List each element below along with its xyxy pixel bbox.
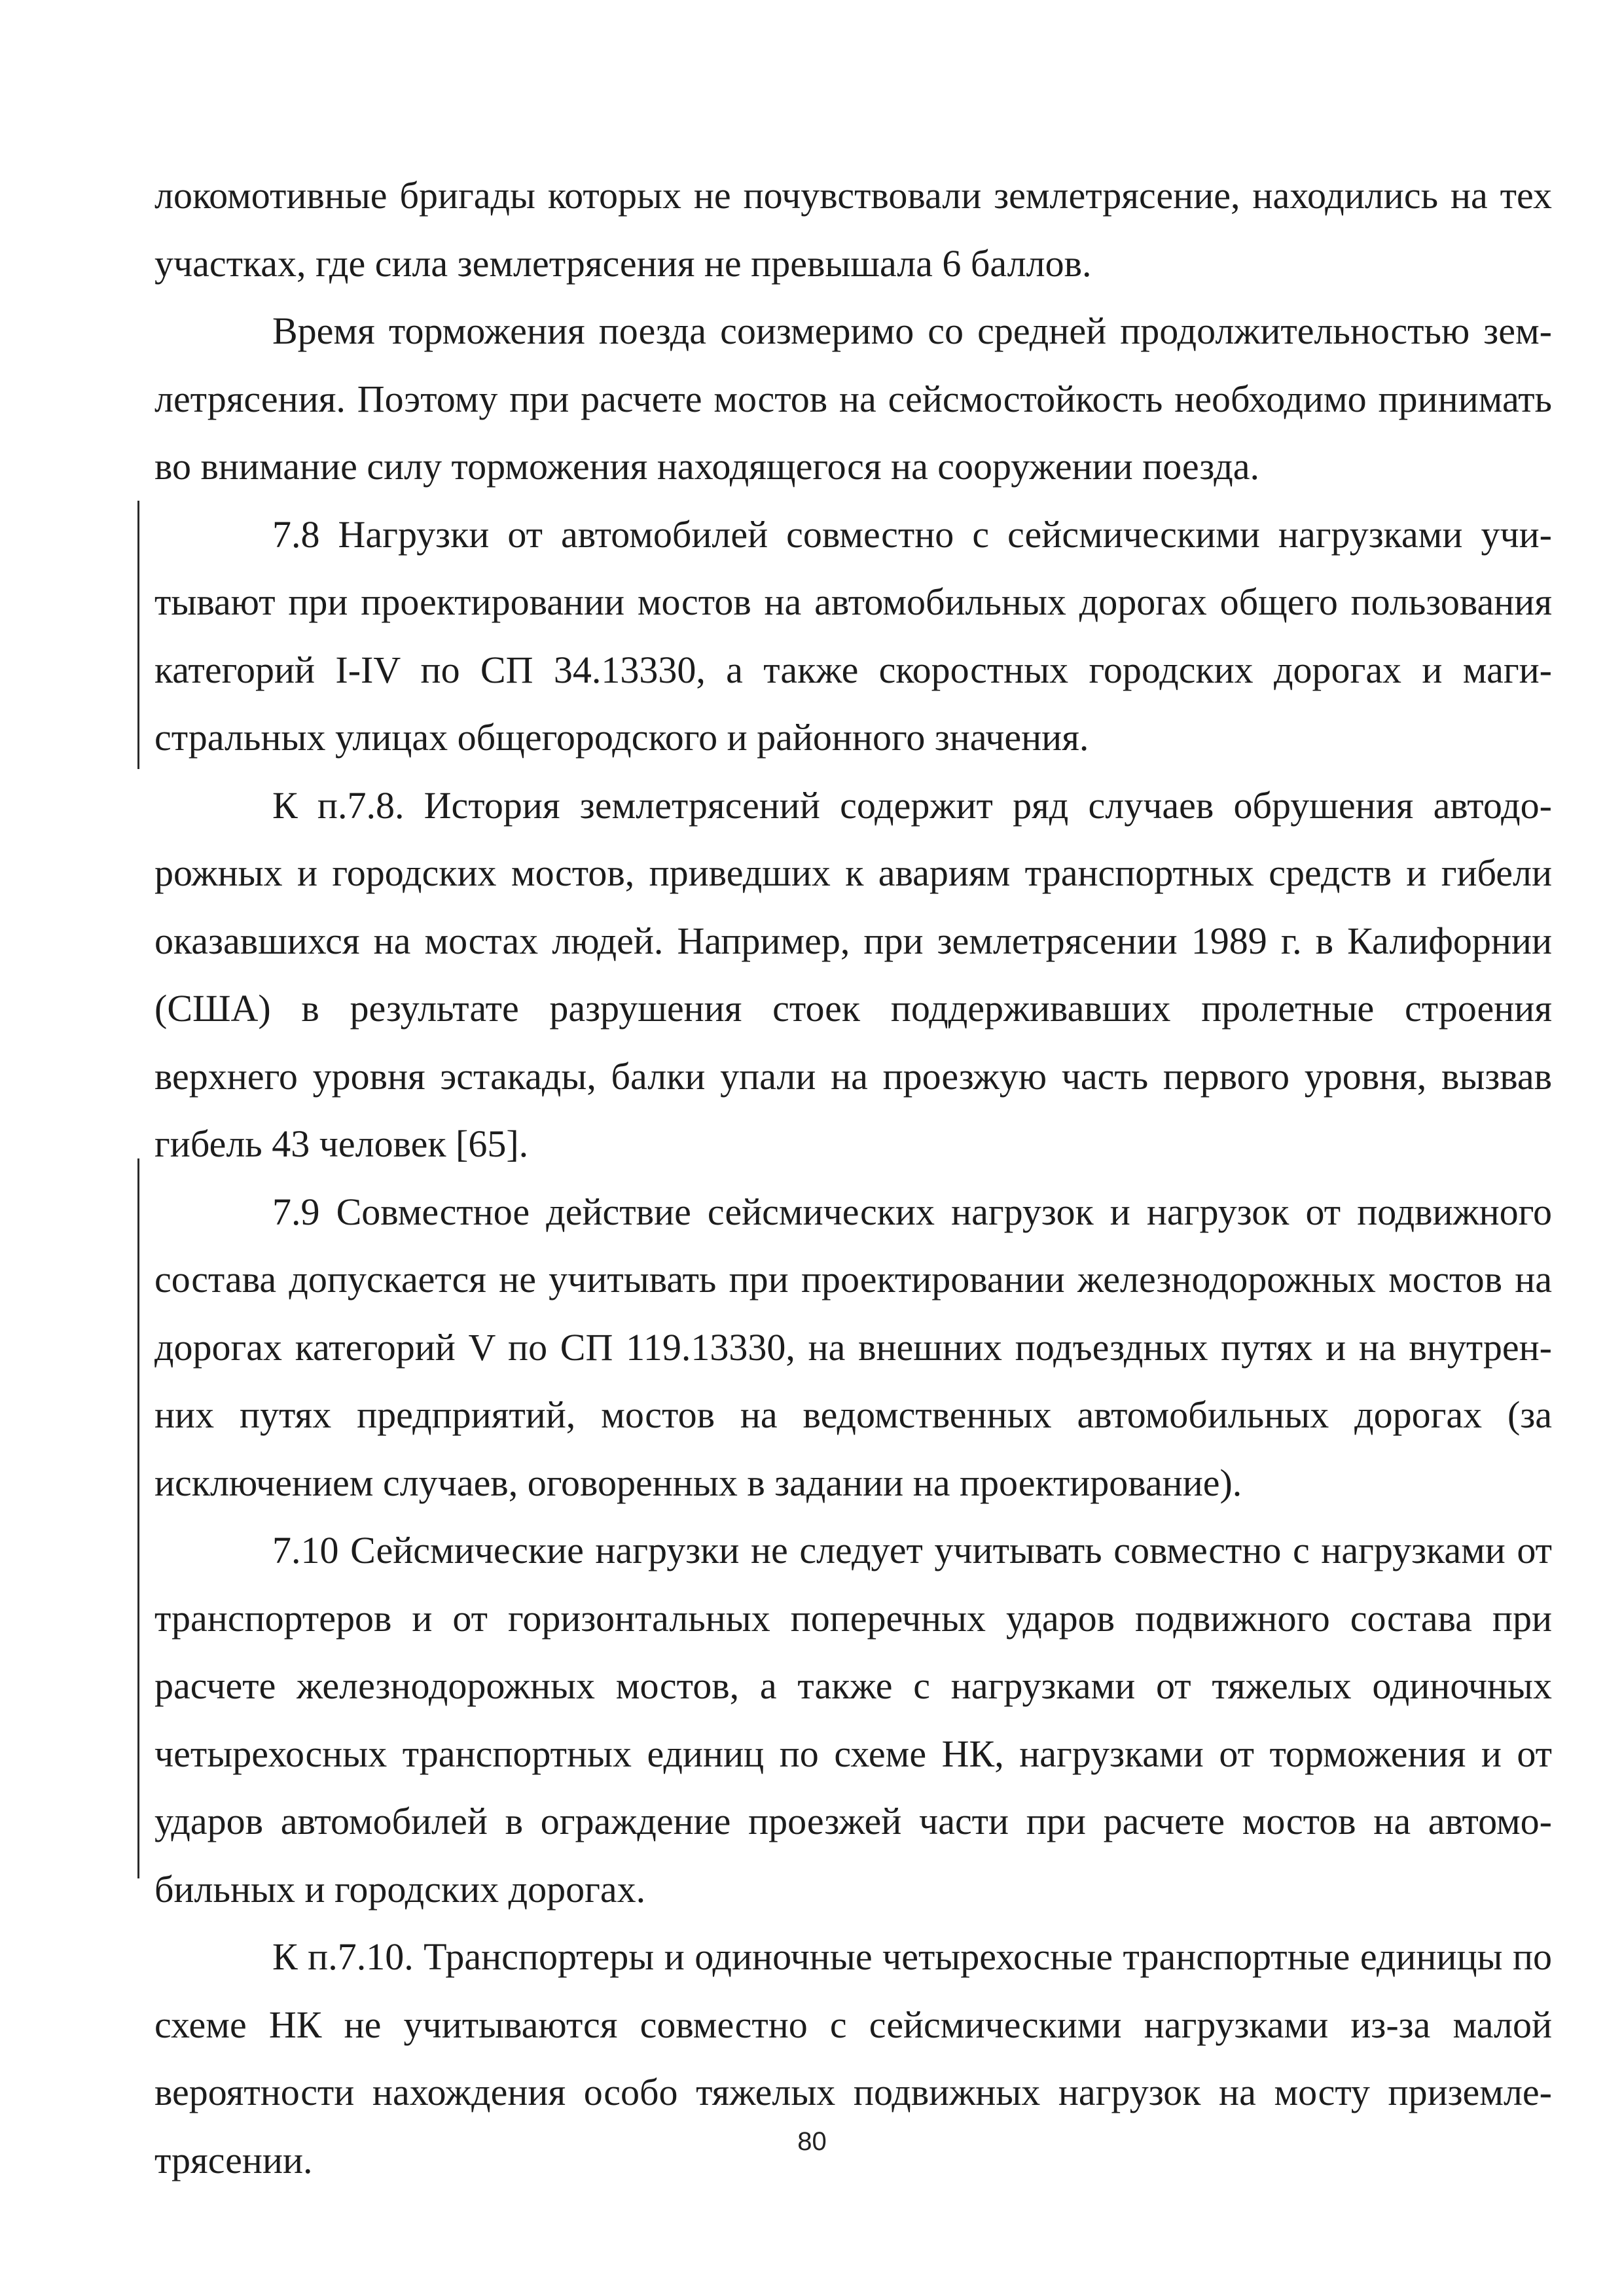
page-number: 80 [797, 2127, 827, 2156]
change-bar-7-9-7-10 [137, 1158, 139, 1878]
paragraph-continuation: локомотивные бригады которых не почувствовали землетрясение, находились на тех участках, где сила землетрясения не превышала 6 баллов. [154, 174, 1552, 285]
paragraph-braking-time: Время торможения поезда соизмеримо со средней продолжительностью землетрясения. Поэтому при расчете мостов на сейсмостойкость необходимо принимать во внимание силу торможения находящегося на сооружении поезда. [154, 310, 1552, 488]
change-bar-7-8 [137, 501, 139, 769]
paragraph-clause-7-9: 7.9 Совместное действие сейсмических нагрузок и нагрузок от подвижного состава допускается не учитывать при проектировании железнодорожных мостов на дорогах категорий V по СП 119.13330, на внешних подъездных путях и на внутренних путях предприятий, мостов на ведомственных автомобильных дорогах (за исключением случаев, оговоренных в задании на проектирование). [154, 1190, 1552, 1504]
paragraph-comment-7-10: К п.7.10. Транспортеры и одиночные четырехосные транспортные единицы по схеме НК не учитываются совместно с сейсмическими нагрузками из-за малой вероятности нахождения особо тяжелых подвижных нагрузок на мосту приземлетрясении. [154, 1935, 1552, 2181]
paragraph-clause-7-10: 7.10 Сейсмические нагрузки не следует учитывать совместно с нагрузками от транспортеров и от горизонтальных поперечных ударов подвижного состава при расчете железнодорожных мостов, а также с нагрузками от тяжелых одиночных четырехосных транспортных единиц по схеме НК, нагрузками от торможения и от ударов автомобилей в ограждение проезжей части при расчете мостов на автомобильных и городских дорогах. [154, 1529, 1552, 1910]
paragraph-clause-7-8: 7.8 Нагрузки от автомобилей совместно с сейсмическими нагрузками учитывают при проектировании мостов на автомобильных дорогах общего пользования категорий I-IV по СП 34.13330, а также скоростных городских дорогах и магистральных улицах общегородского и районного значения. [154, 512, 1552, 759]
page-body [154, 162, 1552, 2194]
paragraph-comment-7-8: К п.7.8. История землетрясений содержит ряд случаев обрушения автодорожных и городских мостов, приведших к авариям транспортных средств и гибели оказавшихся на мостах людей. Например, при землетрясении 1989 г. в Калифорнии (США) в результате разрушения стоек поддерживавших пролетные строения верхнего уровня эстакады, балки упали на проезжую часть первого уровня, вызвав гибель 43 человек [65]. [154, 783, 1552, 1165]
